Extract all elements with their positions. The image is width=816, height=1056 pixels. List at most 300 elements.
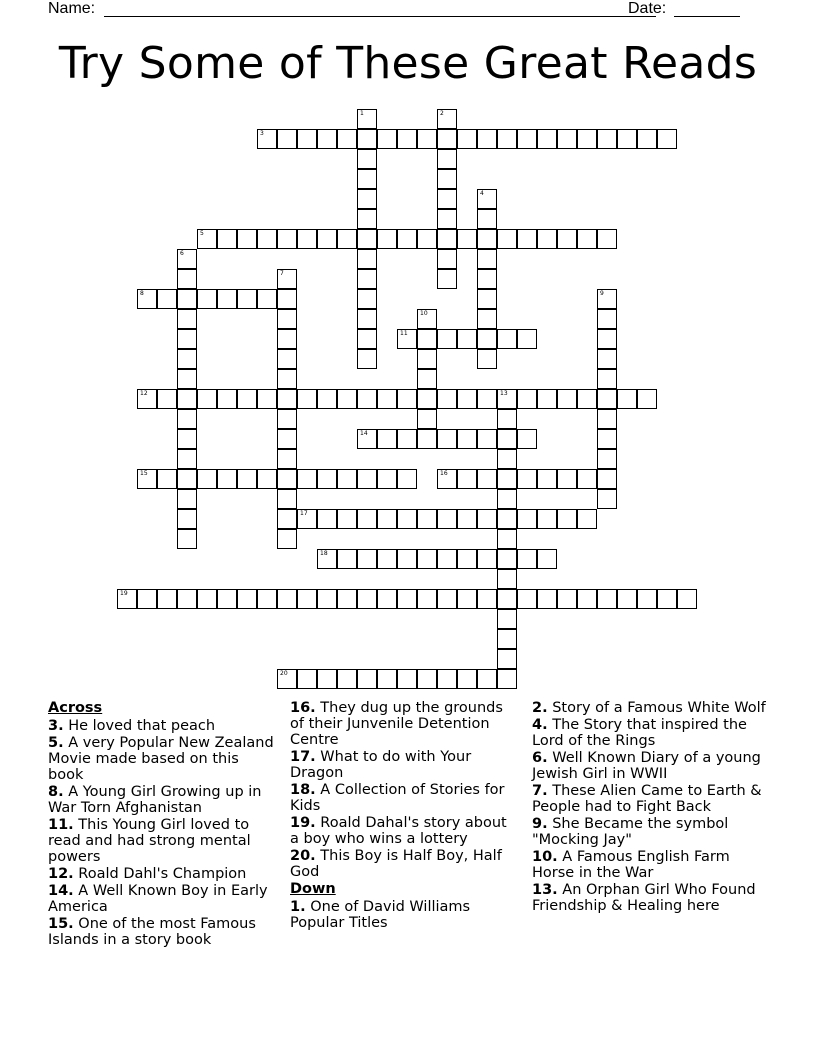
clue-number: 9. — [532, 816, 548, 832]
crossword-cell[interactable] — [477, 669, 497, 689]
crossword-cell[interactable] — [577, 469, 597, 489]
crossword-cell[interactable] — [357, 509, 377, 529]
clue-number: 5. — [48, 735, 64, 751]
clue-text: A Famous English Farm Horse in the War — [532, 849, 730, 881]
clue-text: A Well Known Boy in Early America — [48, 883, 268, 915]
crossword-cell[interactable] — [597, 429, 617, 449]
crossword-cell[interactable] — [217, 289, 237, 309]
crossword-cell[interactable] — [577, 589, 597, 609]
crossword-cell[interactable] — [277, 469, 297, 489]
crossword-cell[interactable] — [357, 389, 377, 409]
crossword-cell[interactable] — [277, 509, 297, 529]
crossword-cell[interactable] — [157, 469, 177, 489]
crossword-cell[interactable] — [597, 349, 617, 369]
crossword-cell[interactable] — [457, 329, 477, 349]
crossword-cell[interactable] — [557, 229, 577, 249]
crossword-cell[interactable] — [637, 129, 657, 149]
crossword-cell[interactable] — [617, 389, 637, 409]
crossword-cell[interactable] — [457, 129, 477, 149]
crossword-cell[interactable] — [477, 269, 497, 289]
crossword-cell[interactable] — [257, 389, 277, 409]
crossword-cell[interactable] — [597, 369, 617, 389]
crossword-cell[interactable] — [477, 589, 497, 609]
crossword-cell[interactable] — [177, 449, 197, 469]
crossword-cell[interactable] — [157, 289, 177, 309]
crossword-cell[interactable] — [497, 549, 517, 569]
cell-number: 7 — [280, 270, 284, 277]
crossword-cell[interactable] — [417, 309, 437, 329]
crossword-cell[interactable] — [577, 509, 597, 529]
crossword-cell[interactable] — [477, 329, 497, 349]
crossword-cell[interactable] — [377, 509, 397, 529]
crossword-cell[interactable] — [317, 229, 337, 249]
crossword-cell[interactable] — [297, 589, 317, 609]
clue-text: Well Known Diary of a young Jewish Girl in WWII — [532, 750, 761, 782]
crossword-cell[interactable] — [337, 549, 357, 569]
crossword-cell[interactable] — [497, 569, 517, 589]
crossword-cell[interactable] — [217, 389, 237, 409]
crossword-cell[interactable] — [457, 589, 477, 609]
crossword-cell[interactable] — [397, 389, 417, 409]
crossword-cell[interactable] — [237, 589, 257, 609]
crossword-cell[interactable] — [597, 129, 617, 149]
clue-number: 15. — [48, 916, 74, 932]
cell-number: 18 — [320, 550, 328, 557]
crossword-cell[interactable] — [217, 229, 237, 249]
crossword-cell[interactable] — [657, 589, 677, 609]
crossword-cell[interactable] — [497, 449, 517, 469]
clue-number: 19. — [290, 815, 316, 831]
crossword-cell[interactable] — [497, 489, 517, 509]
crossword-cell[interactable] — [417, 129, 437, 149]
crossword-cell[interactable] — [557, 509, 577, 529]
crossword-cell[interactable] — [597, 449, 617, 469]
crossword-cell[interactable] — [277, 389, 297, 409]
crossword-cell[interactable] — [397, 429, 417, 449]
crossword-cell[interactable] — [417, 349, 437, 369]
crossword-cell[interactable] — [277, 129, 297, 149]
crossword-cell[interactable] — [477, 429, 497, 449]
crossword-cell[interactable] — [357, 329, 377, 349]
crossword-cell[interactable] — [137, 289, 157, 309]
crossword-cell[interactable] — [457, 429, 477, 449]
crossword-cell[interactable] — [377, 549, 397, 569]
crossword-cell[interactable] — [177, 329, 197, 349]
crossword-cell[interactable] — [277, 369, 297, 389]
crossword-cell[interactable] — [257, 229, 277, 249]
crossword-cell[interactable] — [557, 589, 577, 609]
clue-down-6 — [532, 750, 768, 782]
crossword-cell[interactable] — [377, 589, 397, 609]
crossword-cell[interactable] — [357, 109, 377, 129]
clue-number: 12. — [48, 866, 74, 882]
crossword-cell[interactable] — [357, 429, 377, 449]
crossword-cell[interactable] — [157, 389, 177, 409]
clue-across-16 — [290, 700, 518, 748]
crossword-cell[interactable] — [337, 389, 357, 409]
cell-number: 5 — [200, 230, 204, 237]
crossword-cell[interactable] — [417, 409, 437, 429]
crossword-cell[interactable] — [497, 389, 517, 409]
crossword-cell[interactable] — [637, 589, 657, 609]
crossword-cell[interactable] — [457, 229, 477, 249]
crossword-cell[interactable] — [277, 429, 297, 449]
crossword-cell[interactable] — [477, 389, 497, 409]
crossword-cell[interactable] — [277, 449, 297, 469]
crossword-cell[interactable] — [337, 129, 357, 149]
crossword-cell[interactable] — [457, 389, 477, 409]
crossword-cell[interactable] — [117, 589, 137, 609]
crossword-cell[interactable] — [357, 249, 377, 269]
crossword-cell[interactable] — [177, 309, 197, 329]
crossword-cell[interactable] — [597, 289, 617, 309]
crossword-cell[interactable] — [597, 329, 617, 349]
clue-across-12 — [48, 866, 276, 882]
crossword-cell[interactable] — [177, 269, 197, 289]
crossword-cell[interactable] — [617, 589, 637, 609]
crossword-cell[interactable] — [537, 129, 557, 149]
crossword-cell[interactable] — [517, 229, 537, 249]
clue-across-14 — [48, 883, 276, 915]
clue-column-2 — [290, 700, 518, 932]
crossword-cell[interactable] — [277, 289, 297, 309]
crossword-cell[interactable] — [417, 229, 437, 249]
crossword-cell[interactable] — [417, 329, 437, 349]
crossword-cell[interactable] — [197, 389, 217, 409]
crossword-cell[interactable] — [357, 229, 377, 249]
crossword-cell[interactable] — [497, 609, 517, 629]
crossword-cell[interactable] — [377, 469, 397, 489]
crossword-cell[interactable] — [237, 289, 257, 309]
crossword-cell[interactable] — [297, 229, 317, 249]
crossword-cell[interactable] — [417, 669, 437, 689]
crossword-cell[interactable] — [397, 469, 417, 489]
crossword-cell[interactable] — [497, 429, 517, 449]
crossword-cell[interactable] — [497, 529, 517, 549]
crossword-cell[interactable] — [337, 229, 357, 249]
crossword-cell[interactable] — [577, 129, 597, 149]
clue-number: 18. — [290, 782, 316, 798]
crossword-cell[interactable] — [517, 509, 537, 529]
crossword-cell[interactable] — [517, 549, 537, 569]
crossword-cell[interactable] — [437, 209, 457, 229]
cell-number: 10 — [420, 310, 428, 317]
crossword-cell[interactable] — [277, 669, 297, 689]
crossword-cell[interactable] — [437, 509, 457, 529]
crossword-cell[interactable] — [397, 329, 417, 349]
crossword-cell[interactable] — [517, 589, 537, 609]
crossword-cell[interactable] — [177, 389, 197, 409]
crossword-cell[interactable] — [357, 129, 377, 149]
crossword-cell[interactable] — [357, 549, 377, 569]
crossword-cell[interactable] — [477, 349, 497, 369]
crossword-cell[interactable] — [537, 589, 557, 609]
crossword-cell[interactable] — [277, 589, 297, 609]
clue-number: 14. — [48, 883, 74, 899]
clue-number: 17. — [290, 749, 316, 765]
crossword-cell[interactable] — [417, 549, 437, 569]
crossword-cell[interactable] — [537, 549, 557, 569]
crossword-cell[interactable] — [637, 389, 657, 409]
crossword-cell[interactable] — [237, 229, 257, 249]
crossword-cell[interactable] — [437, 389, 457, 409]
crossword-cell[interactable] — [537, 469, 557, 489]
crossword-cell[interactable] — [437, 269, 457, 289]
crossword-cell[interactable] — [617, 129, 637, 149]
crossword-cell[interactable] — [357, 149, 377, 169]
crossword-cell[interactable] — [217, 589, 237, 609]
crossword-cell[interactable] — [477, 469, 497, 489]
clue-text: He loved that peach — [68, 718, 216, 734]
crossword-cell[interactable] — [357, 349, 377, 369]
crossword-cell[interactable] — [577, 229, 597, 249]
crossword-cell[interactable] — [297, 509, 317, 529]
crossword-cell[interactable] — [597, 489, 617, 509]
crossword-cell[interactable] — [597, 389, 617, 409]
crossword-cell[interactable] — [557, 469, 577, 489]
crossword-cell[interactable] — [197, 589, 217, 609]
crossword-cell[interactable] — [537, 509, 557, 529]
crossword-cell[interactable] — [297, 469, 317, 489]
page-title: Try Some of These Great Reads — [58, 38, 758, 89]
crossword-cell[interactable] — [277, 489, 297, 509]
crossword-cell[interactable] — [677, 589, 697, 609]
crossword-cell[interactable] — [557, 129, 577, 149]
crossword-cell[interactable] — [297, 129, 317, 149]
crossword-cell[interactable] — [537, 389, 557, 409]
crossword-cell[interactable] — [357, 169, 377, 189]
crossword-cell[interactable] — [357, 589, 377, 609]
cell-number: 8 — [140, 290, 144, 297]
crossword-cell[interactable] — [437, 109, 457, 129]
clue-column-3 — [532, 700, 768, 915]
crossword-cell[interactable] — [177, 249, 197, 269]
crossword-cell[interactable] — [377, 129, 397, 149]
clue-text: She Became the symbol "Mocking Jay" — [532, 816, 729, 848]
crossword-cell[interactable] — [517, 329, 537, 349]
crossword-cell[interactable] — [257, 289, 277, 309]
crossword-cell[interactable] — [437, 229, 457, 249]
crossword-cell[interactable] — [177, 489, 197, 509]
cell-number: 15 — [140, 470, 148, 477]
crossword-cell[interactable] — [397, 589, 417, 609]
clue-number: 6. — [532, 750, 548, 766]
crossword-cell[interactable] — [217, 469, 237, 489]
crossword-cell[interactable] — [597, 469, 617, 489]
crossword-cell[interactable] — [317, 469, 337, 489]
crossword-cell[interactable] — [397, 509, 417, 529]
crossword-cell[interactable] — [417, 369, 437, 389]
crossword-cell[interactable] — [257, 469, 277, 489]
crossword-cell[interactable] — [417, 389, 437, 409]
crossword-cell[interactable] — [137, 589, 157, 609]
crossword-cell[interactable] — [517, 129, 537, 149]
crossword-cell[interactable] — [477, 129, 497, 149]
crossword-cell[interactable] — [597, 309, 617, 329]
crossword-cell[interactable] — [437, 669, 457, 689]
crossword-cell[interactable] — [337, 509, 357, 529]
crossword-cell[interactable] — [417, 509, 437, 529]
clue-across-3 — [48, 718, 276, 734]
cell-number: 14 — [360, 430, 368, 437]
crossword-cell[interactable] — [477, 209, 497, 229]
crossword-cell[interactable] — [497, 629, 517, 649]
crossword-cell[interactable] — [437, 149, 457, 169]
crossword-cell[interactable] — [177, 429, 197, 449]
crossword-cell[interactable] — [597, 229, 617, 249]
clue-text: One of the most Famous Islands in a story book — [48, 916, 256, 948]
crossword-cell[interactable] — [177, 289, 197, 309]
crossword-cell[interactable] — [197, 469, 217, 489]
cell-number: 3 — [260, 130, 264, 137]
crossword-cell[interactable] — [377, 229, 397, 249]
crossword-cell[interactable] — [577, 389, 597, 409]
clue-text: An Orphan Girl Who Found Friendship & Healing here — [532, 882, 756, 914]
crossword-cell[interactable] — [277, 269, 297, 289]
crossword-cell[interactable] — [517, 389, 537, 409]
crossword-cell[interactable] — [197, 289, 217, 309]
crossword-cell[interactable] — [337, 589, 357, 609]
crossword-cell[interactable] — [457, 469, 477, 489]
crossword-cell[interactable] — [337, 469, 357, 489]
crossword-cell[interactable] — [497, 129, 517, 149]
crossword-cell[interactable] — [497, 229, 517, 249]
crossword-cell[interactable] — [157, 589, 177, 609]
crossword-cell[interactable] — [477, 289, 497, 309]
crossword-cell[interactable] — [357, 469, 377, 489]
crossword-cell[interactable] — [357, 209, 377, 229]
crossword-cell[interactable] — [177, 409, 197, 429]
crossword-cell[interactable] — [317, 669, 337, 689]
crossword-cell[interactable] — [177, 369, 197, 389]
clue-number: 20. — [290, 848, 316, 864]
clue-text: This Young Girl loved to read and had strong mental powers — [48, 817, 251, 865]
crossword-cell[interactable] — [597, 409, 617, 429]
clue-column-1 — [48, 700, 276, 949]
crossword-cell[interactable] — [437, 549, 457, 569]
crossword-cell[interactable] — [437, 589, 457, 609]
crossword-cell[interactable] — [317, 389, 337, 409]
crossword-cell[interactable] — [537, 229, 557, 249]
crossword-cell[interactable] — [477, 549, 497, 569]
crossword-cell[interactable] — [497, 669, 517, 689]
crossword-cell[interactable] — [397, 549, 417, 569]
crossword-cell[interactable] — [357, 669, 377, 689]
clue-text: The Story that inspired the Lord of the Rings — [532, 717, 747, 749]
crossword-cell[interactable] — [517, 429, 537, 449]
crossword-cell[interactable] — [277, 329, 297, 349]
crossword-cell[interactable] — [317, 589, 337, 609]
crossword-cell[interactable] — [397, 229, 417, 249]
crossword-cell[interactable] — [437, 469, 457, 489]
cell-number: 11 — [400, 330, 408, 337]
crossword-cell[interactable] — [497, 409, 517, 429]
clue-across-18 — [290, 782, 518, 814]
crossword-cell[interactable] — [497, 329, 517, 349]
crossword-cell[interactable] — [277, 529, 297, 549]
crossword-cell[interactable] — [297, 389, 317, 409]
clue-across-20 — [290, 848, 518, 880]
crossword-cell[interactable] — [377, 669, 397, 689]
crossword-cell[interactable] — [197, 229, 217, 249]
crossword-cell[interactable] — [177, 469, 197, 489]
crossword-cell[interactable] — [437, 429, 457, 449]
crossword-cell[interactable] — [477, 249, 497, 269]
crossword-cell[interactable] — [457, 509, 477, 529]
crossword-cell[interactable] — [237, 469, 257, 489]
clue-across-5 — [48, 735, 276, 783]
crossword-cell[interactable] — [477, 229, 497, 249]
crossword-cell[interactable] — [417, 589, 437, 609]
crossword-cell[interactable] — [437, 189, 457, 209]
crossword-cell[interactable] — [177, 349, 197, 369]
crossword-cell[interactable] — [277, 309, 297, 329]
crossword-cell[interactable] — [517, 469, 537, 489]
crossword-cell[interactable] — [377, 389, 397, 409]
crossword-cell[interactable] — [377, 429, 397, 449]
crossword-cell[interactable] — [137, 469, 157, 489]
crossword-cell[interactable] — [177, 529, 197, 549]
crossword-cell[interactable] — [457, 669, 477, 689]
crossword-cell[interactable] — [437, 329, 457, 349]
crossword-cell[interactable] — [257, 129, 277, 149]
crossword-cell[interactable] — [477, 309, 497, 329]
crossword-cell[interactable] — [357, 189, 377, 209]
crossword-cell[interactable] — [437, 169, 457, 189]
clue-down-2 — [532, 700, 768, 716]
crossword-cell[interactable] — [417, 429, 437, 449]
crossword-cell[interactable] — [497, 589, 517, 609]
crossword-cell[interactable] — [357, 269, 377, 289]
crossword-cell[interactable] — [397, 669, 417, 689]
crossword-cell[interactable] — [597, 589, 617, 609]
crossword-cell[interactable] — [297, 669, 317, 689]
crossword-cell[interactable] — [337, 669, 357, 689]
crossword-cell[interactable] — [277, 349, 297, 369]
crossword-cell[interactable] — [457, 549, 477, 569]
crossword-cell[interactable] — [477, 189, 497, 209]
crossword-cell[interactable] — [437, 249, 457, 269]
crossword-cell[interactable] — [237, 389, 257, 409]
crossword-cell[interactable] — [277, 409, 297, 429]
crossword-cell[interactable] — [317, 129, 337, 149]
crossword-cell[interactable] — [137, 389, 157, 409]
crossword-cell[interactable] — [657, 129, 677, 149]
clue-down-13 — [532, 882, 768, 914]
crossword-cell[interactable] — [177, 509, 197, 529]
crossword-cell[interactable] — [357, 309, 377, 329]
cell-number: 19 — [120, 590, 128, 597]
name-label: Name: — [48, 0, 96, 17]
crossword-cell[interactable] — [317, 509, 337, 529]
crossword-cell[interactable] — [557, 389, 577, 409]
clue-across-8 — [48, 784, 276, 816]
crossword-cell[interactable] — [497, 509, 517, 529]
crossword-cell[interactable] — [357, 289, 377, 309]
crossword-cell[interactable] — [277, 229, 297, 249]
clue-text: A Collection of Stories for Kids — [290, 782, 505, 814]
date-label: Date: — [628, 0, 667, 17]
clue-across-17 — [290, 749, 518, 781]
crossword-cell[interactable] — [497, 469, 517, 489]
crossword-cell[interactable] — [317, 549, 337, 569]
crossword-cell[interactable] — [437, 129, 457, 149]
crossword-cell[interactable] — [497, 649, 517, 669]
crossword-cell[interactable] — [397, 129, 417, 149]
crossword-cell[interactable] — [257, 589, 277, 609]
crossword-cell[interactable] — [477, 509, 497, 529]
crossword-cell[interactable] — [177, 589, 197, 609]
